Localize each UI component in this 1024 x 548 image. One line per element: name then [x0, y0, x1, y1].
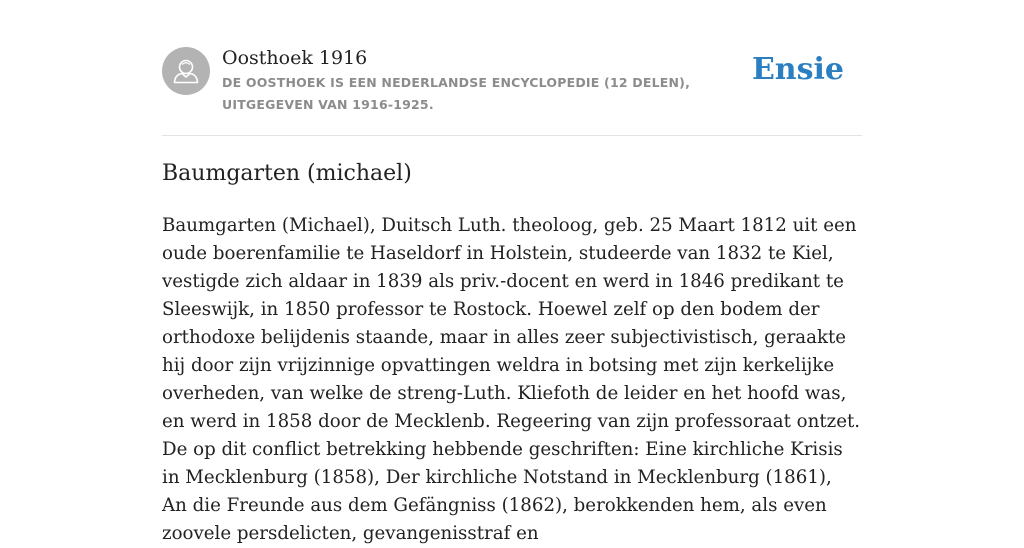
- brand-logo-link[interactable]: Ensie: [751, 52, 844, 87]
- source-title[interactable]: Oosthoek 1916: [222, 47, 368, 69]
- article-body: Baumgarten (Michael), Duitsch Luth. theoloog, geb. 25 Maart 1812 uit een oude boerenfamilie te Haseldorf in Holstein, studeerde van 1832 te Kiel, vestigde zich aldaar in 1839 als priv.-docent en werd in 1846 predikant te Sleeswijk, in 1850 professor te Rostock. Hoewel zelf op den bodem der orthodoxe belijdenis staande, maar in alles zeer subjectivistisch, geraakte hij door zijn vrijzinnige opvattingen weldra in botsing met zijn kerkelijke overheden, van welke de streng-Luth. Kliefoth de leider en het hoofd was, en werd in 1858 door de Mecklenb. Regeering van zijn professoraat ontzet. De op dit conflict betrekking hebbende geschriften: Eine kirchliche Krisis in Mecklenburg (1858), Der kirchliche Notstand in Mecklenburg (1861), An die Freunde aus dem Gefängniss (1862), berokkenden hem, als even zoovele persdelicten, gevangenisstraf en: [162, 215, 861, 544]
- header-divider: [162, 135, 862, 136]
- article-title: Baumgarten (michael): [162, 161, 412, 186]
- avatar[interactable]: [162, 47, 210, 95]
- source-header: [162, 46, 862, 116]
- source-description: DE OOSTHOEK IS EEN NEDERLANDSE ENCYCLOPEDIE (12 DELEN), UITGEGEVEN VAN 1916-1925.: [222, 75, 691, 112]
- user-icon: [162, 47, 210, 95]
